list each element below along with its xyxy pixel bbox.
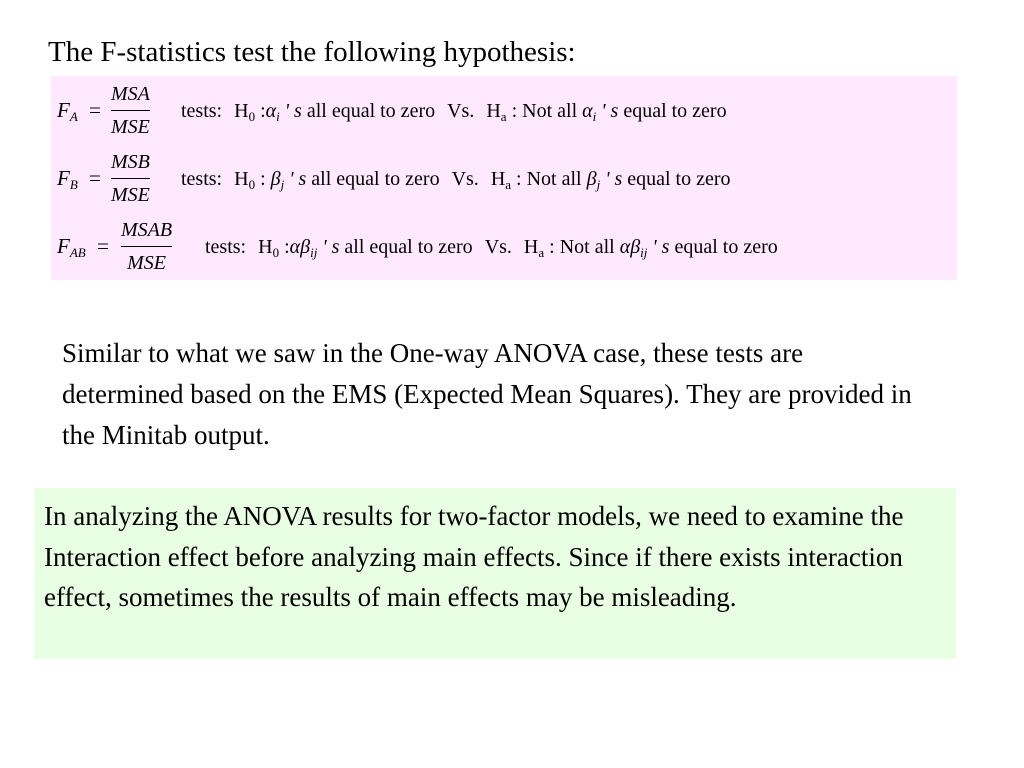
- f-statistic-symbol: $F_B$: [57, 166, 78, 192]
- equals-sign: =: [89, 166, 101, 190]
- f-statistic-symbol: $F_A$: [57, 98, 78, 124]
- fraction-bar: [111, 178, 150, 179]
- equals-sign: =: [89, 98, 101, 122]
- equals-sign: =: [97, 234, 109, 258]
- interaction-note-text: In analyzing the ANOVA results for two-factor models, we need to examine the Interaction effect before analyzing main effects. Since if there exists interaction effect, sometimes the results of main effects may be misleading.: [44, 501, 904, 612]
- ems-explanation-paragraph: Similar to what we saw in the One-way ANOVA case, these tests are determined based on the EMS (Expected Mean Squares). They are provided in the Minitab output.: [62, 338, 912, 450]
- f-ratio-fraction: [111, 80, 150, 141]
- numerator: MSB: [111, 151, 150, 173]
- denominator: MSE: [111, 116, 150, 138]
- denominator: MSE: [111, 184, 150, 206]
- formula-row-a: [51, 78, 957, 142]
- numerator: MSA: [111, 83, 150, 105]
- denominator: MSE: [127, 252, 166, 274]
- f-statistic-symbol: $F_{AB}$: [57, 234, 86, 260]
- numerator: MSAB: [121, 219, 173, 241]
- f-ratio-fraction: [121, 216, 172, 277]
- formula-row-ab: [51, 214, 957, 278]
- fraction-bar: [111, 110, 150, 111]
- fraction-bar: [121, 246, 172, 247]
- hypothesis-statement: tests: $H_0$ $:\alpha_i$ ' s all equal to zero Vs. $H_a$ : Not all $\alpha_i$ ' s equal to zero: [181, 100, 727, 124]
- hypothesis-statement: tests: $H_0$ $:\alpha\beta_{ij}$ ' s all equal to zero Vs. $H_a$ : Not all $\alpha\beta_{ij}$ ' s equal to zero: [205, 236, 778, 260]
- hypothesis-statement: tests: $H_0$ : $\beta_j$ ' s all equal to zero Vs. $H_a$ : Not all $\beta_j$ ' s equal to zero: [181, 168, 731, 192]
- f-ratio-fraction: [111, 148, 150, 209]
- formula-row-b: [51, 146, 957, 210]
- hypothesis-formula-box: [51, 76, 957, 280]
- interaction-note-box: [34, 488, 956, 659]
- slide-heading: The F-statistics test the following hypothesis:: [48, 36, 576, 68]
